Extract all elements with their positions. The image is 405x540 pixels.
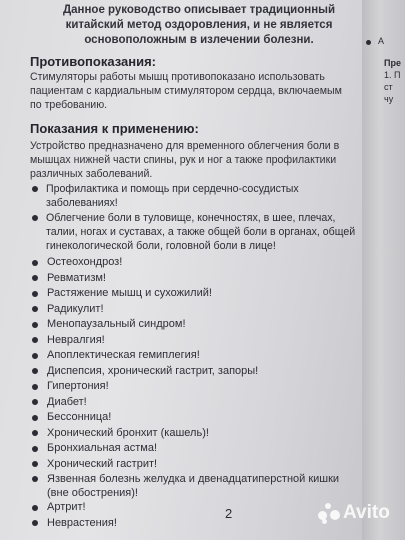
bullet-icon xyxy=(32,446,38,452)
avito-watermark xyxy=(318,502,390,524)
list-item: Менопаузальный синдром! xyxy=(30,317,356,333)
indication-text: Профилактика и помощь при сердечно-сосудистых заболеваниях! xyxy=(46,183,299,209)
list-item: Бронхиальная астма! xyxy=(30,441,356,457)
list-item: Артрит! xyxy=(30,500,356,516)
list-item: Ревматизм! xyxy=(30,271,356,287)
list-item: Остеохондроз! xyxy=(30,255,356,271)
page-content xyxy=(30,0,356,531)
list-item: Хронический бронхит (кашель)! xyxy=(30,426,356,442)
bullet-icon xyxy=(32,520,38,526)
bullet-icon xyxy=(32,353,38,359)
bullet-icon xyxy=(32,476,38,482)
contraindications-heading: Противопоказания: xyxy=(30,54,156,69)
watermark-text: Avito xyxy=(343,502,390,523)
list-item: Растяжение мышц и сухожилий! xyxy=(30,286,356,302)
indications-list xyxy=(30,255,356,531)
indication-bullet xyxy=(30,182,356,210)
side-text-fragment: А xyxy=(378,36,385,46)
bullet-icon xyxy=(32,260,38,266)
side-text-fragment: Пре xyxy=(384,58,401,68)
bullet-icon xyxy=(32,186,38,192)
bullet-icon xyxy=(32,306,38,312)
list-item: Апоплектическая гемиплегия! xyxy=(30,348,356,364)
adjacent-page xyxy=(362,0,405,540)
side-text-fragment: 1. П xyxy=(384,70,401,80)
contraindications-text: Стимуляторы работы мышц противопоказано использовать пациентам с кардиальным стимулятором сердца, включаемым по требованию. xyxy=(30,71,342,111)
bullet-icon xyxy=(32,505,38,511)
list-item: Диспепсия, хронический гастрит, запоры! xyxy=(30,364,356,380)
list-item: Радикулит! xyxy=(30,302,356,318)
side-text-fragment: чу xyxy=(384,94,394,104)
list-item: Бессонница! xyxy=(30,410,356,426)
bullet-icon xyxy=(32,368,38,374)
bullet-icon xyxy=(32,430,38,436)
list-item: Гипертония! xyxy=(30,379,356,395)
bullet-icon xyxy=(32,337,38,343)
indication-text: Облегчение боли в туловище, конечностях, в шее, плечах, талии, ногах и суставах, а также общей боли в органах, общей гинекологической боли, головной боли в лице! xyxy=(46,212,356,252)
side-text-fragment: ст xyxy=(384,82,393,92)
indications-heading: Показания к применению: xyxy=(30,121,199,136)
bullet-icon xyxy=(32,415,38,421)
bullet-icon xyxy=(366,40,371,45)
indication-bullet xyxy=(30,211,356,253)
bullet-icon xyxy=(32,275,38,281)
bullet-icon xyxy=(32,215,38,221)
bullet-icon xyxy=(32,322,38,328)
indications-lead: Устройство предназначено для временного облегчения боли в мышцах нижней части спины, рук и ног а также профилактики различных заболеваний. xyxy=(30,140,340,180)
list-item: Диабет! xyxy=(30,395,356,411)
bullet-icon xyxy=(32,399,38,405)
page-number: 2 xyxy=(225,506,233,521)
bullet-icon xyxy=(32,384,38,390)
list-item: Хронический гастрит! xyxy=(30,457,356,473)
list-item: Невралгия! xyxy=(30,333,356,349)
intro-text: Данное руководство описывает традиционный китайский метод оздоровления, и не является основоположным в излечении болезни. xyxy=(62,4,336,46)
bullet-icon xyxy=(32,461,38,467)
bullet-icon xyxy=(32,291,38,297)
avito-logo-icon xyxy=(318,502,340,524)
list-item: Язвенная болезнь желудка и двенадцатиперстной кишки (вне обострения)! xyxy=(30,472,356,500)
list-item: Неврастения! xyxy=(30,516,356,532)
